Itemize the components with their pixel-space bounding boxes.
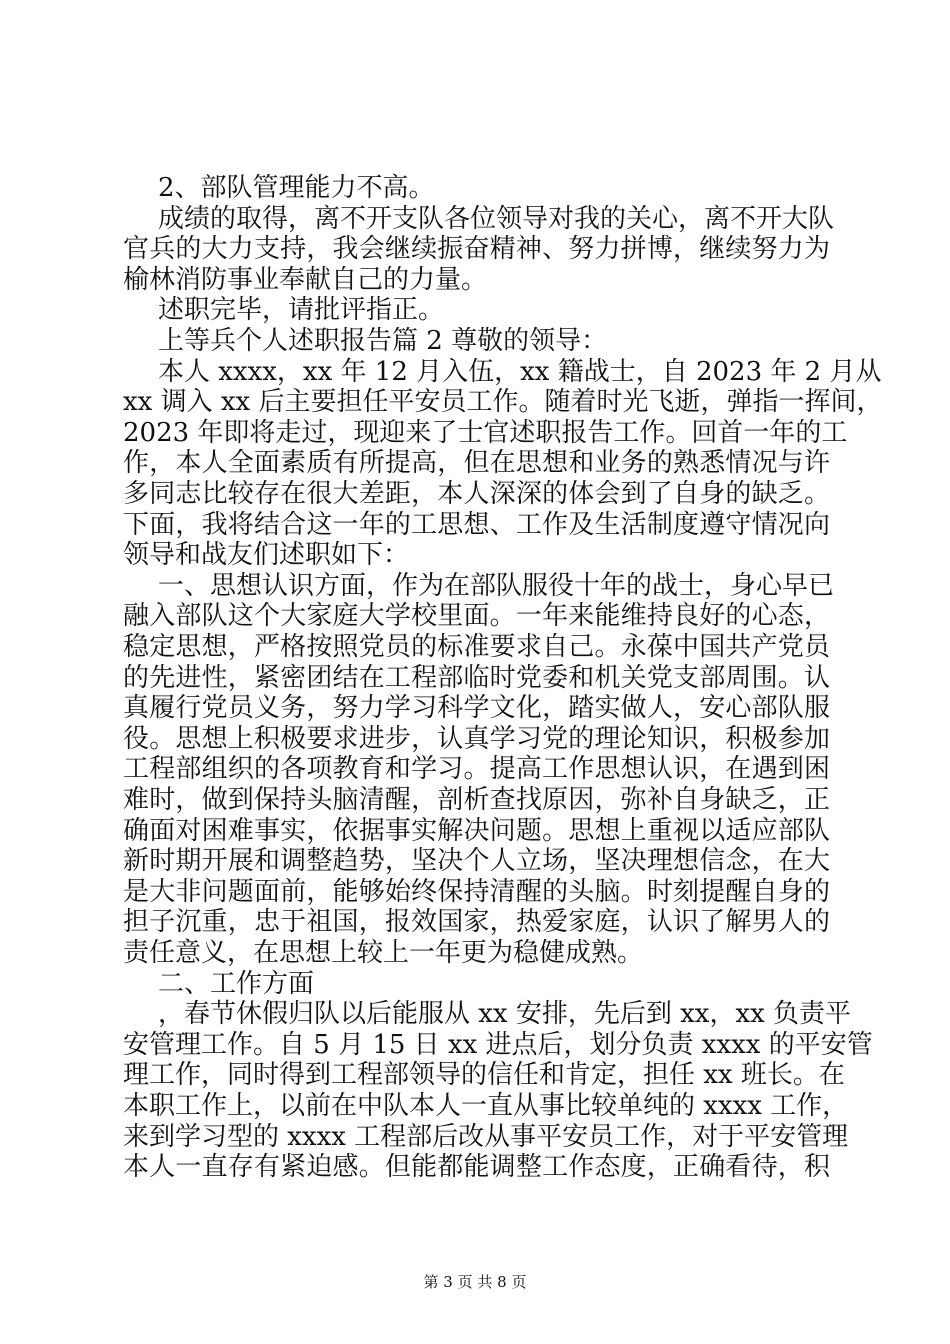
text-line: 领导和战友们述职如下：: [123, 540, 410, 571]
text-line: ，春节休假归队以后能服从 xx 安排，先后到 xx，xx 负责平: [158, 999, 852, 1030]
text-line: 的先进性，紧密团结在工程部临时党委和机关党支部周围。认: [123, 662, 830, 693]
text-line: 役。思想上积极要求进步，认真学习党的理论知识，积极参加: [123, 723, 830, 754]
text-line: xx 调入 xx 后主要担任平安员工作。随着时光飞逝，弹指一挥间，: [123, 387, 883, 418]
text-line: 上等兵个人述职报告篇 2 尊敬的领导：: [158, 326, 608, 356]
text-line: 本职工作上，以前在中队本人一直从事比较单纯的 xxxx 工作，: [123, 1091, 849, 1121]
text-line: 真履行党员义务，努力学习科学文化，踏实做人，安心部队服: [123, 693, 830, 724]
text-line: 来到学习型的 xxxx 工程部后改从事平安员工作，对于平安管理: [123, 1121, 849, 1152]
text-line: 多同志比较存在很大差距，本人深深的体会到了自身的缺乏。: [123, 479, 830, 509]
text-line: 稳定思想，严格按照党员的标准要求自己。永葆中国共产党员: [123, 632, 830, 662]
text-line: 榆林消防事业奉献自己的力量。: [123, 264, 488, 295]
text-line: 融入部队这个大家庭大学校里面。一年来能维持良好的心态，: [123, 601, 830, 632]
text-line: 二、工作方面: [158, 968, 315, 999]
page-footer: 第 3 页 共 8 页: [423, 1273, 527, 1291]
text-line: 新时期开展和调整趋势，坚决个人立场，坚决理想信念，在大: [123, 846, 830, 877]
text-line: 责任意义，在思想上较上一年更为稳健成熟。: [123, 938, 644, 968]
text-line: 是大非问题面前，能够始终保持清醒的头脑。时刻提醒自身的: [123, 876, 830, 907]
text-line: 官兵的大力支持，我会继续振奋精神、努力拼博，继续努力为: [123, 234, 830, 265]
text-line: 2023 年即将走过，现迎来了士官述职报告工作。回首一年的工: [123, 417, 848, 448]
text-line: 工程部组织的各项教育和学习。提高工作思想认识，在遇到困: [123, 754, 830, 785]
text-line: 理工作，同时得到工程部领导的信任和肯定，担任 xx 班长。在: [123, 1060, 845, 1091]
text-line: 成绩的取得，离不开支队各位领导对我的关心，离不开大队: [158, 203, 835, 234]
text-line: 一、思想认识方面，作为在部队服役十年的战士，身心早已: [158, 570, 835, 601]
text-line: 2、部队管理能力不高。: [158, 173, 435, 203]
text-line: 本人 xxxx，xx 年 12 月入伍，xx 籍战士，自 2023 年 2 月从: [158, 356, 882, 387]
text-line: 确面对困难事实，依据事实解决问题。思想上重视以适应部队: [123, 815, 830, 846]
text-line: 本人一直存有紧迫感。但能都能调整工作态度，正确看待，积: [123, 1152, 830, 1183]
text-line: 安管理工作。自 5 月 15 日 xx 进点后，划分负责 xxxx 的平安管: [123, 1029, 873, 1060]
text-line: 担子沉重，忠于祖国，报效国家，热爱家庭，认识了解男人的: [123, 907, 830, 938]
text-line: 下面，我将结合这一年的工思想、工作及生活制度遵守情况向: [123, 509, 830, 540]
text-line: 作，本人全面素质有所提高，但在思想和业务的熟悉情况与许: [123, 448, 830, 479]
text-line: 难时，做到保持头脑清醒，剖析查找原因，弥补自身缺乏，正: [123, 785, 830, 815]
text-line: 述职完毕，请批评指正。: [158, 295, 445, 326]
